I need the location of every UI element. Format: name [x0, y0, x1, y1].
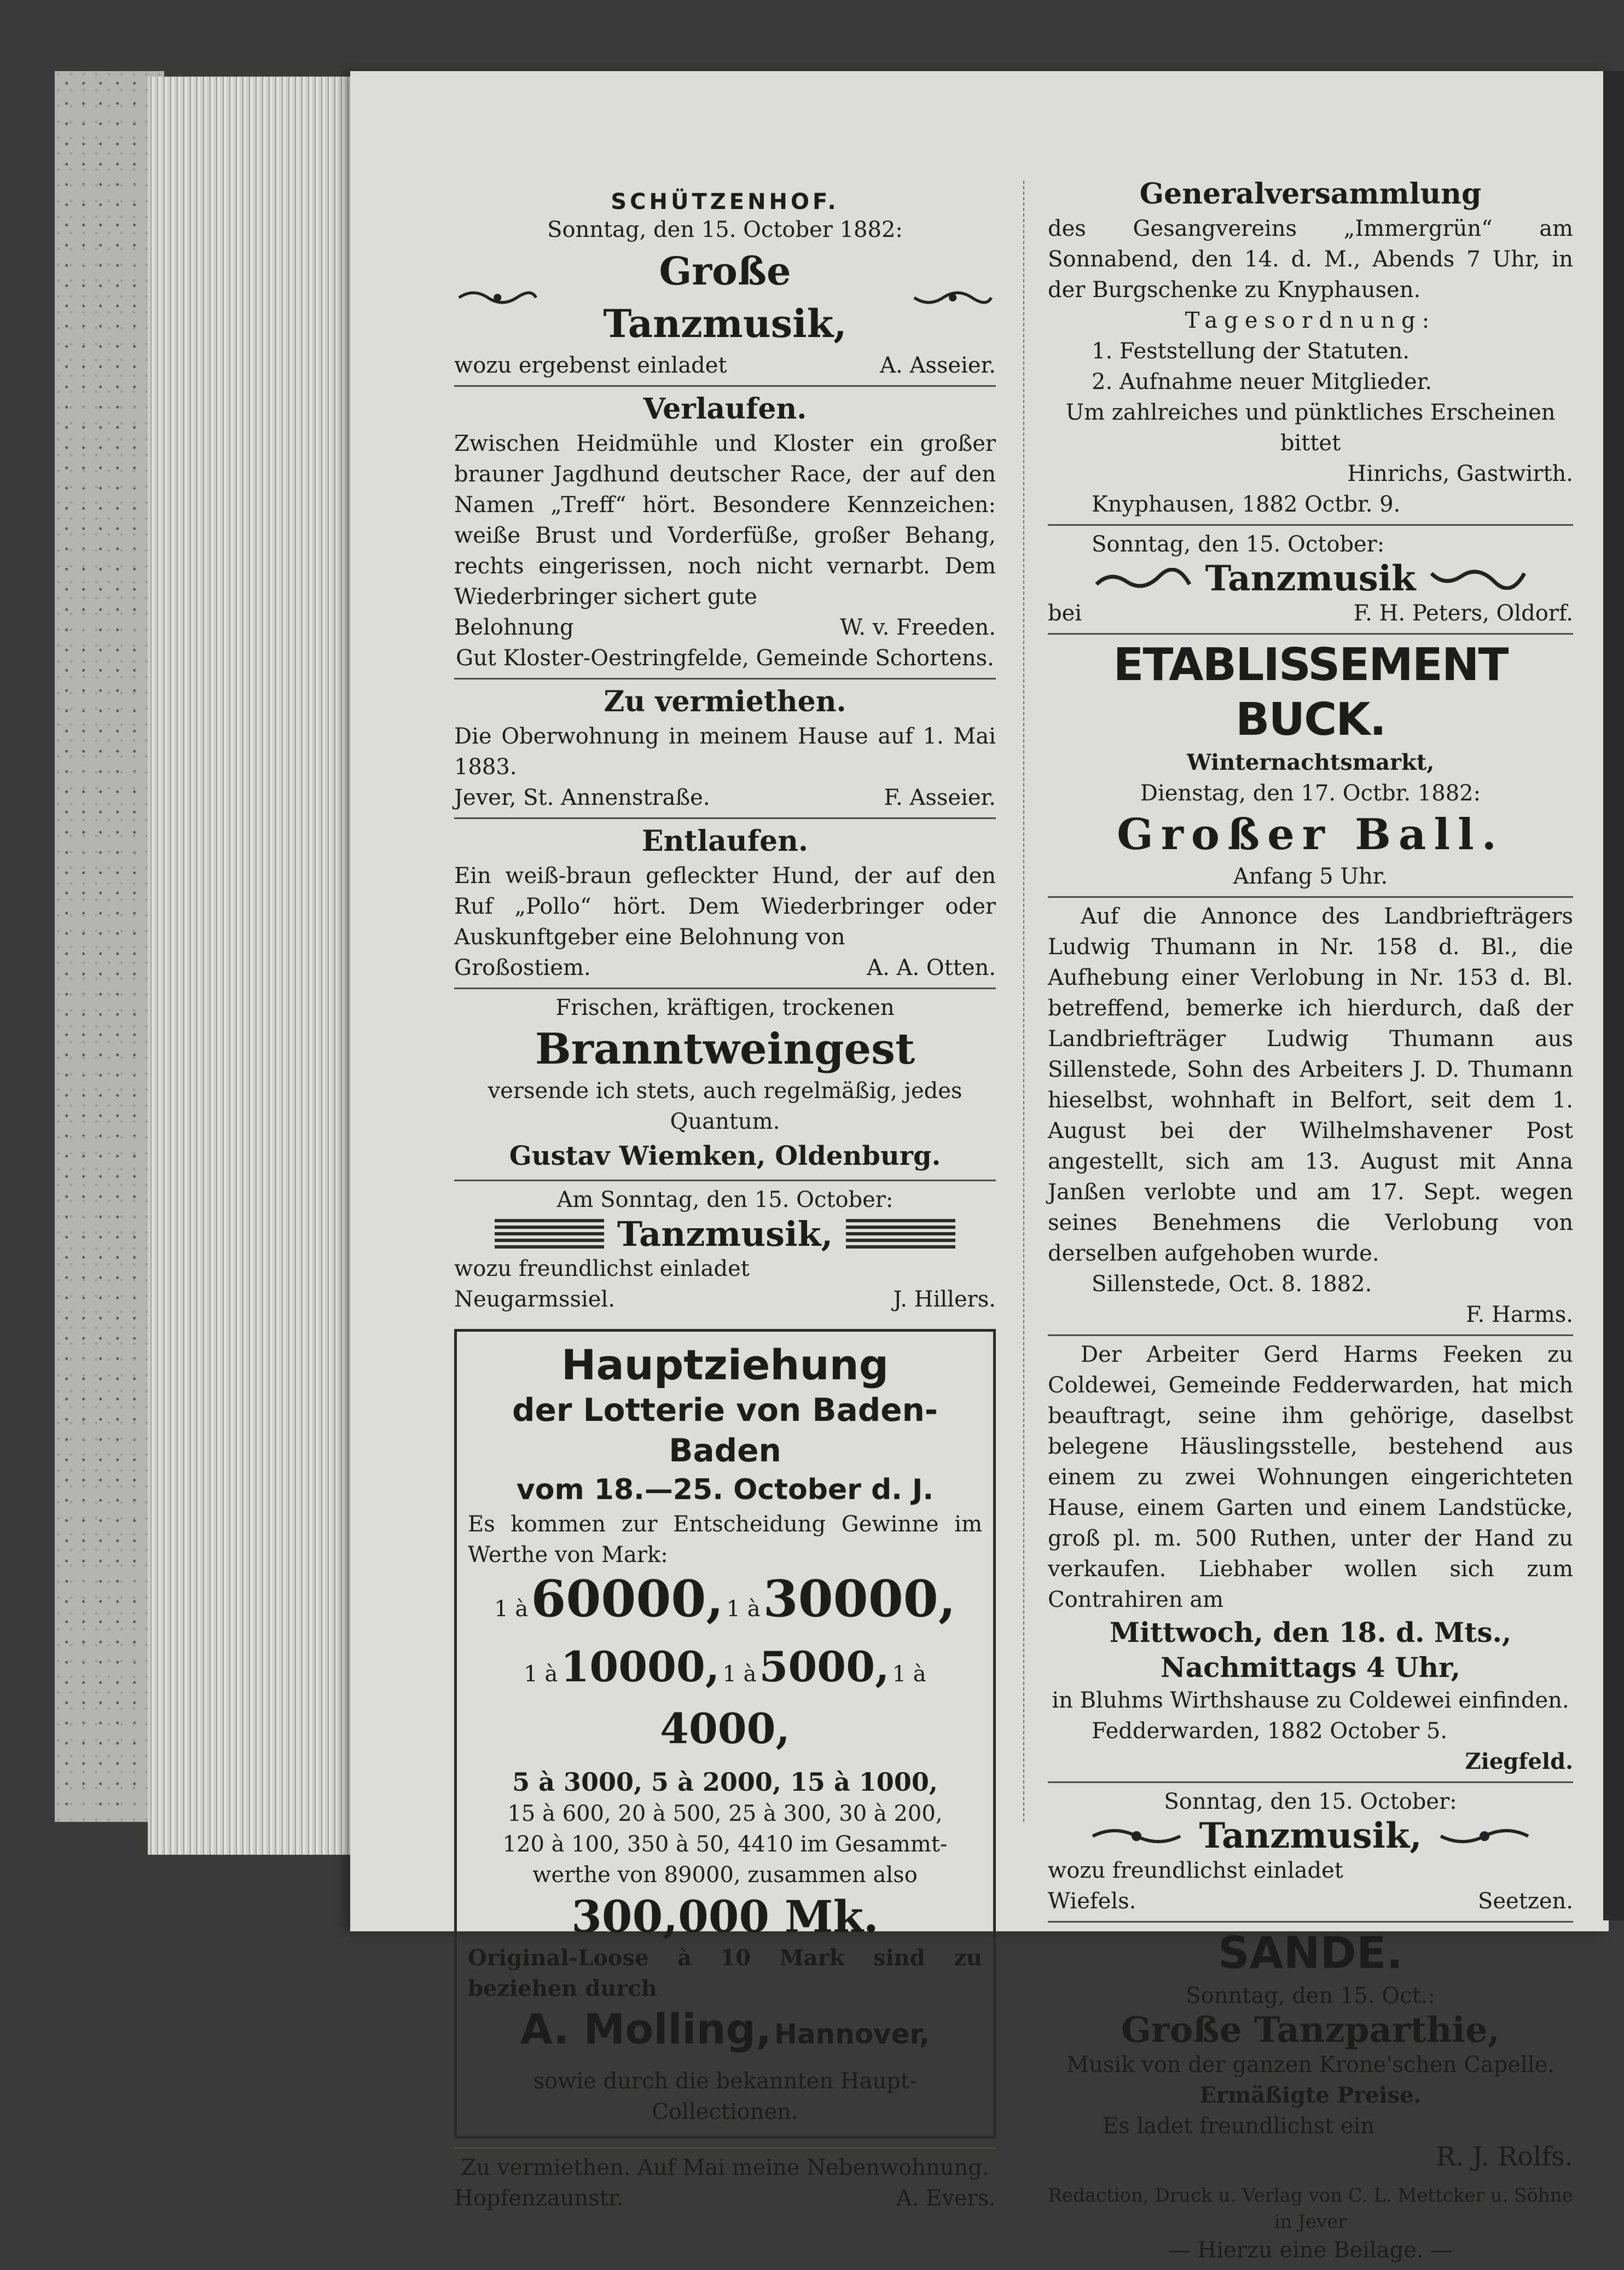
- ad-title: Branntweingest: [535, 1024, 915, 1074]
- ad-event: Großer Ball.: [1117, 810, 1504, 860]
- ad-tanzmusik-oldorf: [1048, 524, 1573, 633]
- left-ornament-icon: [1094, 568, 1192, 590]
- ad-when-time: Nachmittags 4 Uhr,: [1160, 1651, 1461, 1683]
- lottery-collections: sowie durch die bekannten Haupt-Collectionen.: [533, 2069, 917, 2124]
- ad-title-line: [1048, 1817, 1573, 1855]
- ad-place: Neugarmssiel.: [454, 1287, 615, 1312]
- prize-row-5: 120 à 100, 350 à 50, 4410 im Gesammt-: [502, 1832, 948, 1857]
- ad-place: Gut Kloster-Oestringfelde, Gemeinde Schortens.: [456, 646, 994, 671]
- ad-schuetzenhof: [454, 104, 996, 385]
- ad-etablissement-buck: [1048, 633, 1573, 896]
- lottery-heading: Hauptziehung: [561, 1340, 889, 1389]
- ad-lotterie: [454, 1319, 996, 2147]
- ad-signer: A. A. Otten.: [867, 955, 996, 980]
- left-ornament-icon: [454, 287, 541, 309]
- ad-place: Großostiem.: [454, 955, 591, 980]
- ad-sande: [1048, 1921, 1573, 2176]
- ad-place: Knyphausen, 1882 Octbr. 9.: [1092, 492, 1401, 517]
- ad-title: Tanzmusik,: [1199, 1815, 1422, 1856]
- ad-item: 1. Feststellung der Statuten.: [1092, 339, 1410, 364]
- ad-signer: Gustav Wiemken, Oldenburg.: [509, 1141, 941, 1171]
- ad-vermiethen: [454, 678, 996, 817]
- ad-footer-row: [454, 2183, 996, 2214]
- ad-signer: J. Hillers.: [893, 1287, 996, 1312]
- ad-place: Wiefels.: [1048, 1889, 1136, 1914]
- ad-title: Große Tanzmusik,: [603, 248, 847, 346]
- prize-amount: 5000,: [759, 1642, 890, 1691]
- ad-body: Der Arbeiter Gerd Harms Feeken zu Coldewei, Gemeinde Fedderwarden, hat mich beauftragt, seine ihm gehörige, daselbst belegene Häuslingsstelle, bestehend aus einem zu zwei Wohnungen eingerichteten Hause, einem Garten und einem Landstücke, groß pl. m. 500 Ruthen, unter der Hand zu verkaufen. Liebhaber wollen sich zum Contrahiren am: [1048, 1342, 1573, 1612]
- ad-title-line: [454, 245, 996, 350]
- ad-intro: Frischen, kräftigen, trockenen: [555, 995, 895, 1020]
- ad-title: SANDE.: [1218, 1928, 1403, 1978]
- lottery-seller: A. Molling,: [520, 2005, 772, 2053]
- ad-title: Verlaufen.: [643, 392, 807, 426]
- prize-row-1: [468, 1570, 982, 1642]
- ad-body: des Gesangvereins „Immergrün“ am Sonnabend, den 14. d. M., Abends 7 Uhr, in der Burgschenke zu Knyphausen.: [1048, 216, 1573, 303]
- ad-title-line: [1048, 560, 1573, 598]
- right-rule-ornament-icon: [846, 1219, 955, 1250]
- ad-where: in Bluhms Wirthshause zu Coldewei einfinden.: [1052, 1688, 1569, 1713]
- ad-item: 2. Aufnahme neuer Mitglieder.: [1092, 369, 1432, 394]
- prize-count: 1 à: [524, 1662, 558, 1687]
- prize-row-3: 5 à 3000, 5 à 2000, 15 à 1000,: [512, 1767, 938, 1797]
- lottery-total: 300,000 Mk.: [571, 1891, 879, 1942]
- prize-amount: 30000,: [763, 1569, 956, 1628]
- right-ornament-icon: [1429, 568, 1527, 590]
- ad-footer-row: [454, 953, 996, 983]
- ad-date: Am Sonntag, den 15. October:: [556, 1187, 894, 1212]
- ad-invite: wozu ergebenst einladet: [454, 353, 727, 378]
- ad-footer-row: [454, 1284, 996, 1315]
- ad-prices: Ermäßigte Preise.: [1199, 2082, 1422, 2108]
- ad-date: Sonntag, den 15. October:: [1092, 532, 1385, 557]
- ad-place: Sillenstede, Oct. 8. 1882.: [1092, 1272, 1372, 1297]
- ad-when-date: Mittwoch, den 18. d. Mts.,: [1109, 1616, 1512, 1648]
- ad-date: Sonntag, den 15. October 1882:: [547, 217, 903, 242]
- ad-signer: A. Evers.: [896, 2186, 996, 2211]
- lottery-orig: Original-Loose à 10 Mark sind zu beziehen durch: [468, 1945, 982, 2001]
- ad-signer: W. v. Freeden.: [840, 615, 996, 640]
- lottery-intro: Es kommen zur Entscheidung Gewinne im Werthe von Mark:: [468, 1512, 982, 1567]
- supplement-note: — Hierzu eine Beilage. —: [1168, 2238, 1453, 2263]
- page-stack-edges: [148, 77, 356, 1855]
- lottery-seller-line: [468, 2004, 982, 2066]
- ad-footer-row: [454, 612, 996, 643]
- ad-left-label: bei: [1048, 601, 1082, 626]
- ad-signer: R. J. Rolfs.: [1436, 2141, 1573, 2172]
- ad-feeken: [1048, 1334, 1573, 1781]
- imprint: Redaction, Druck u. Verlag von C. L. Mettcker u. Söhne in Jever: [1048, 2185, 1573, 2233]
- ad-music: Musik von der ganzen Krone'schen Capelle.: [1066, 2052, 1555, 2077]
- ad-agenda: Tagesordnung:: [1185, 308, 1436, 333]
- ad-place: Jever, St. Annenstraße.: [454, 785, 710, 810]
- ad-footer-row: [454, 350, 996, 381]
- ad-body: Zwischen Heidmühle und Kloster ein großer brauner Jagdhund deutscher Race, der auf den Namen „Treff“ hört. Besondere Kennzeichen: weiße Brust und Vorderfüße, großer Behang, rechts eingerissen, noch nicht vernarbt. Dem Wiederbringer sichert gute: [454, 431, 996, 609]
- ad-title: ETABLISSEMENT BUCK.: [1113, 639, 1508, 746]
- ad-footer-row: [1048, 1886, 1573, 1917]
- ad-body: versende ich stets, auch regelmäßig, jedes Quantum.: [488, 1078, 962, 1134]
- lottery-dates: vom 18.—25. October d. J.: [516, 1473, 934, 1506]
- ad-closing: Um zahlreiches und pünktliches Erscheinen bittet: [1065, 400, 1556, 456]
- ad-signer: F. Harms.: [1466, 1302, 1573, 1327]
- ad-date: Sonntag, den 15. Oct.:: [1186, 1983, 1435, 2008]
- ad-place: Hopfenzaunstr.: [454, 2186, 624, 2211]
- left-rule-ornament-icon: [495, 1219, 604, 1250]
- ad-generalversammlung: [1048, 104, 1573, 524]
- ad-body: Ein weiß-braun gefleckter Hund, der auf den Ruf „Pollo“ hört. Dem Wiederbringer oder Auskunftgeber eine Belohnung von: [454, 863, 996, 950]
- right-column: [1048, 104, 1573, 2270]
- prize-amount: 4000,: [660, 1704, 790, 1753]
- ad-signer: Hinrichs, Gastwirth.: [1347, 461, 1573, 486]
- prize-row-2: [468, 1642, 982, 1766]
- right-ornament-icon: [1435, 1825, 1534, 1847]
- prize-count: 1 à: [494, 1596, 529, 1622]
- ad-title: Tanzmusik: [1205, 558, 1416, 599]
- ad-date: Sonntag, den 15. October:: [1164, 1789, 1457, 1814]
- prize-amount: 60000,: [531, 1569, 724, 1628]
- prize-row-4: 15 à 600, 20 à 500, 25 à 300, 30 à 200,: [507, 1801, 943, 1826]
- ad-signer: A. Asseier.: [880, 353, 996, 378]
- ad-tanzmusik-wiefels: [1048, 1781, 1573, 1921]
- ad-title: Generalversammlung: [1139, 177, 1482, 211]
- prize-count: 1 à: [726, 1596, 761, 1622]
- ad-tanzmusik-neugarmssiel: [454, 1180, 996, 1319]
- left-column: [454, 104, 996, 2218]
- ad-footer-row: [1048, 598, 1573, 629]
- ad-vermiethen-evers: [454, 2147, 996, 2218]
- ad-signer: Ziegfeld.: [1465, 1749, 1573, 1774]
- ad-signer: Seetzen.: [1477, 1889, 1573, 1914]
- ad-body: Auf die Annonce des Landbriefträgers Ludwig Thumann in Nr. 158 d. Bl., die Aufhebung einer Verlobung in Nr. 153 d. Bl. betreffend, bemerke ich hierdurch, daß der Landbriefträger Ludwig Thumann aus Sillenstede, Sohn des Arbeiters J. D. Thumann hieselbst, wohnhaft in Belfort, seit dem 1. August bei der Wilhelmshavener Post angestellt, sich am 13. August mit Anna Janßen verlobte und am 17. Sept. wegen seines Benehmens die Verlobung von derselben aufgehoben wurde.: [1048, 904, 1573, 1266]
- column-divider: [1023, 181, 1024, 1822]
- prize-count: 1 à: [892, 1662, 926, 1687]
- ad-entlaufen: [454, 817, 996, 988]
- book-gutter: [1603, 71, 1624, 1920]
- ad-header: SCHÜTZENHOF.: [611, 189, 839, 214]
- ad-date: Dienstag, den 17. Octbr. 1882:: [1140, 781, 1481, 806]
- lottery-box: [454, 1329, 996, 2139]
- ad-branntwein: [454, 988, 996, 1180]
- ad-last-line: Belohnung: [454, 615, 574, 640]
- ad-verlaufen: [454, 385, 996, 678]
- lottery-city: Hannover,: [774, 2018, 930, 2050]
- ad-place: Fedderwarden, 1882 October 5.: [1092, 1719, 1448, 1744]
- ad-invite: Es ladet freundlichst ein: [1103, 2114, 1375, 2139]
- ad-harms: [1048, 896, 1573, 1334]
- ad-signer: F. H. Peters, Oldorf.: [1353, 601, 1573, 626]
- right-ornament-icon: [909, 287, 996, 309]
- ad-line: Zu vermiethen. Auf Mai meine Nebenwohnung.: [461, 2155, 989, 2180]
- left-ornament-icon: [1087, 1825, 1186, 1847]
- ad-signer: F. Asseier.: [884, 785, 996, 810]
- ad-title-line: [454, 1215, 996, 1253]
- ad-title: Entlaufen.: [641, 825, 809, 858]
- ad-subtitle: Winternachtsmarkt,: [1186, 750, 1435, 775]
- prize-count: 1 à: [722, 1662, 757, 1687]
- ad-title: Tanzmusik,: [617, 1214, 833, 1254]
- lottery-subheading: der Lotterie von Baden-Baden: [512, 1391, 938, 1469]
- ad-invite: wozu freundlichst einladet: [454, 1256, 750, 1281]
- ad-event: Große Tanzparthie,: [1121, 2010, 1500, 2051]
- ad-body: Die Oberwohnung in meinem Hause auf 1. Mai 1883.: [454, 724, 996, 780]
- ad-time: Anfang 5 Uhr.: [1233, 864, 1388, 889]
- ad-invite: wozu freundlichst einladet: [1048, 1858, 1343, 1883]
- page-footer: [1048, 2176, 1573, 2270]
- prize-amount: 10000,: [560, 1642, 720, 1691]
- ad-footer-row: [454, 782, 996, 813]
- prize-row-6: werthe von 89000, zusammen also: [532, 1862, 918, 1888]
- ad-title: Zu vermiethen.: [604, 685, 846, 718]
